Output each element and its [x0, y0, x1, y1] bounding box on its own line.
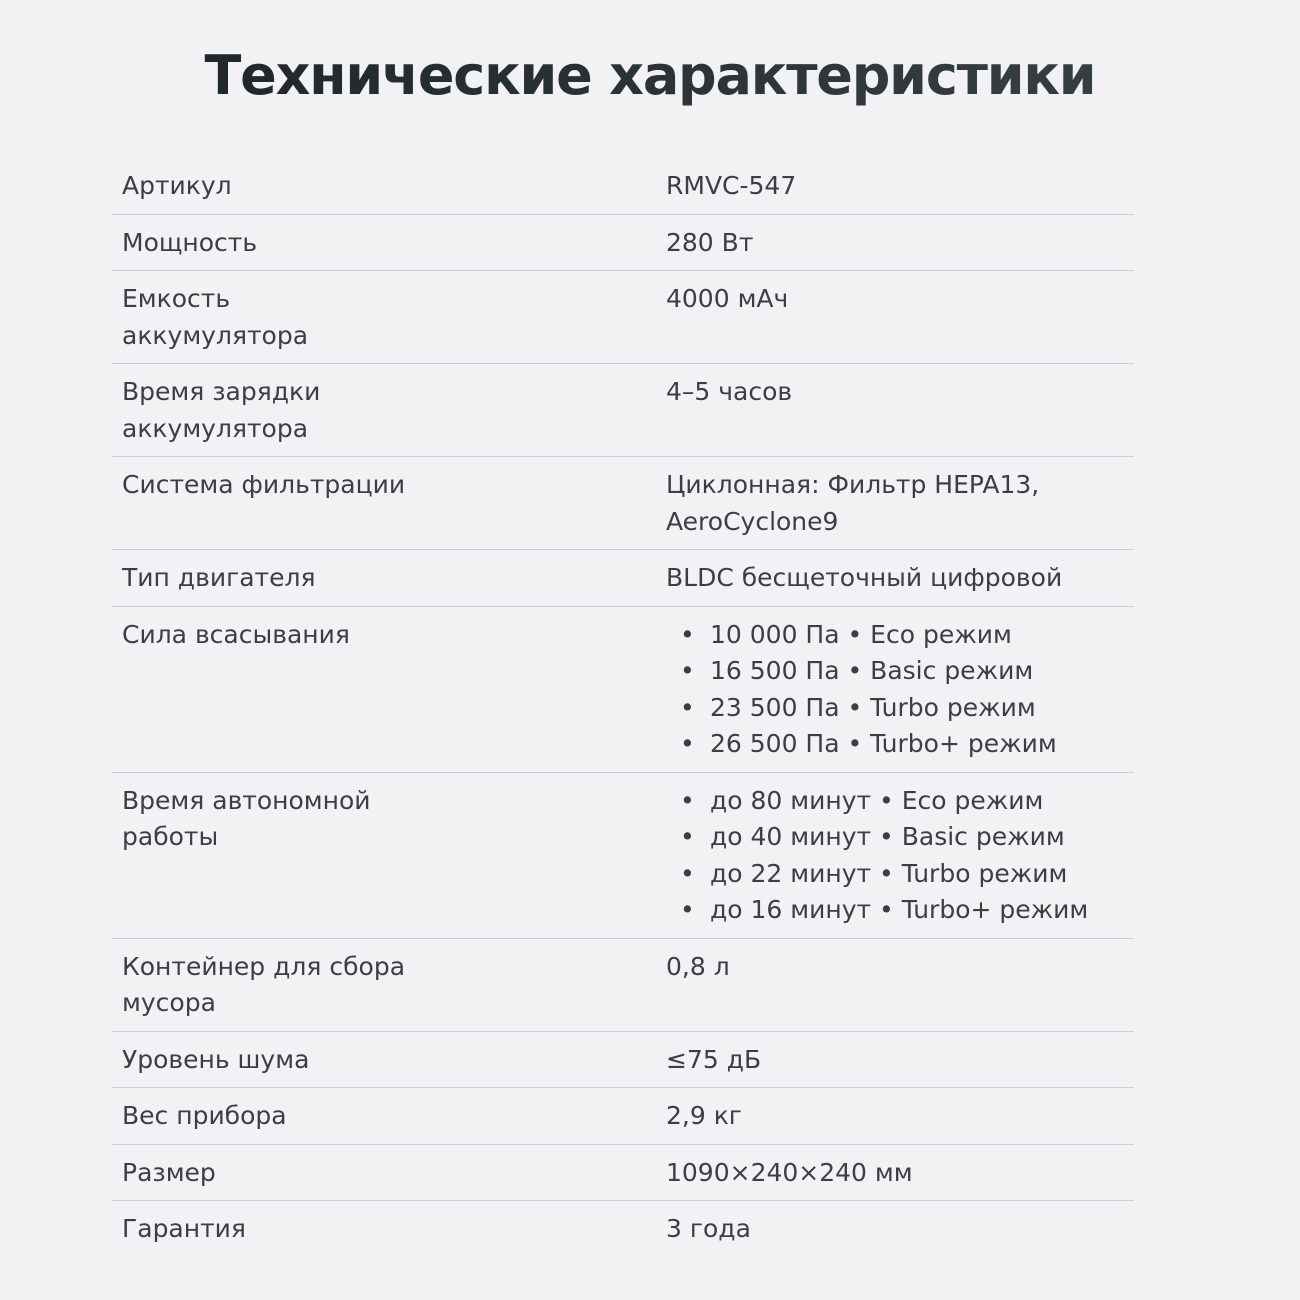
spec-row — [112, 1088, 1134, 1145]
spec-name: Емкость аккумулятора — [122, 284, 309, 350]
spec-value: 2,9 кг — [666, 1101, 742, 1130]
spec-name: Мощность — [122, 227, 258, 257]
spec-value — [662, 606, 1134, 772]
spec-row — [112, 214, 1134, 271]
list-item: • 26 500 Па • Turbo+ режим — [680, 726, 1124, 763]
spec-table-body — [112, 158, 1134, 1257]
spec-row — [112, 938, 1134, 1031]
spec-row — [112, 1031, 1134, 1088]
spec-value: 3 года — [666, 1214, 751, 1243]
spec-value: 1090×240×240 мм — [666, 1157, 913, 1187]
spec-value: ≤75 дБ — [666, 1044, 762, 1074]
spec-name: Гарантия — [122, 1214, 246, 1243]
spec-row — [112, 158, 1134, 214]
spec-value: 280 Вт — [666, 227, 754, 257]
spec-value: Циклонная: Фильтр HEPA13, AeroCyclone9 — [666, 470, 1040, 536]
spec-value-list — [666, 617, 1124, 763]
spec-value: 0,8 л — [666, 951, 730, 981]
list-item: • 10 000 Па • Eco режим — [680, 617, 1124, 654]
spec-row — [112, 271, 1134, 364]
spec-row — [112, 606, 1134, 772]
spec-name: Система фильтрации — [122, 470, 406, 499]
spec-value: RMVC-547 — [666, 171, 797, 200]
spec-row — [112, 1144, 1134, 1201]
spec-row — [112, 1201, 1134, 1257]
list-item: • до 40 минут • Basic режим — [680, 819, 1124, 856]
spec-value: 4–5 часов — [666, 377, 793, 406]
spec-name: Время автономной работы — [122, 785, 371, 851]
spec-row — [112, 550, 1134, 607]
spec-value — [662, 772, 1134, 938]
spec-value: 4000 мАч — [666, 284, 789, 313]
spec-name: Время зарядки аккумулятора — [122, 377, 321, 443]
spec-name: Размер — [122, 1157, 216, 1187]
list-item: • 23 500 Па • Turbo режим — [680, 690, 1124, 727]
spec-row — [112, 457, 1134, 550]
spec-row — [112, 364, 1134, 457]
page-title: Технические характеристики — [0, 44, 1300, 107]
spec-name: Тип двигателя — [122, 563, 316, 592]
spec-name: Уровень шума — [122, 1044, 310, 1074]
list-item: • 16 500 Па • Basic режим — [680, 653, 1124, 690]
list-item: • до 16 минут • Turbo+ режим — [680, 892, 1124, 929]
spec-name: Сила всасывания — [122, 619, 350, 649]
list-item: • до 80 минут • Eco режим — [680, 783, 1124, 820]
spec-table — [112, 158, 1134, 1257]
spec-value: BLDC бесщеточный цифровой — [666, 563, 1063, 592]
spec-name: Вес прибора — [122, 1101, 287, 1130]
spec-name: Контейнер для сбора мусора — [122, 951, 406, 1017]
list-item: • до 22 минут • Turbo режим — [680, 856, 1124, 893]
spec-name: Артикул — [122, 171, 232, 200]
spec-value-list — [666, 783, 1124, 929]
spec-row — [112, 772, 1134, 938]
